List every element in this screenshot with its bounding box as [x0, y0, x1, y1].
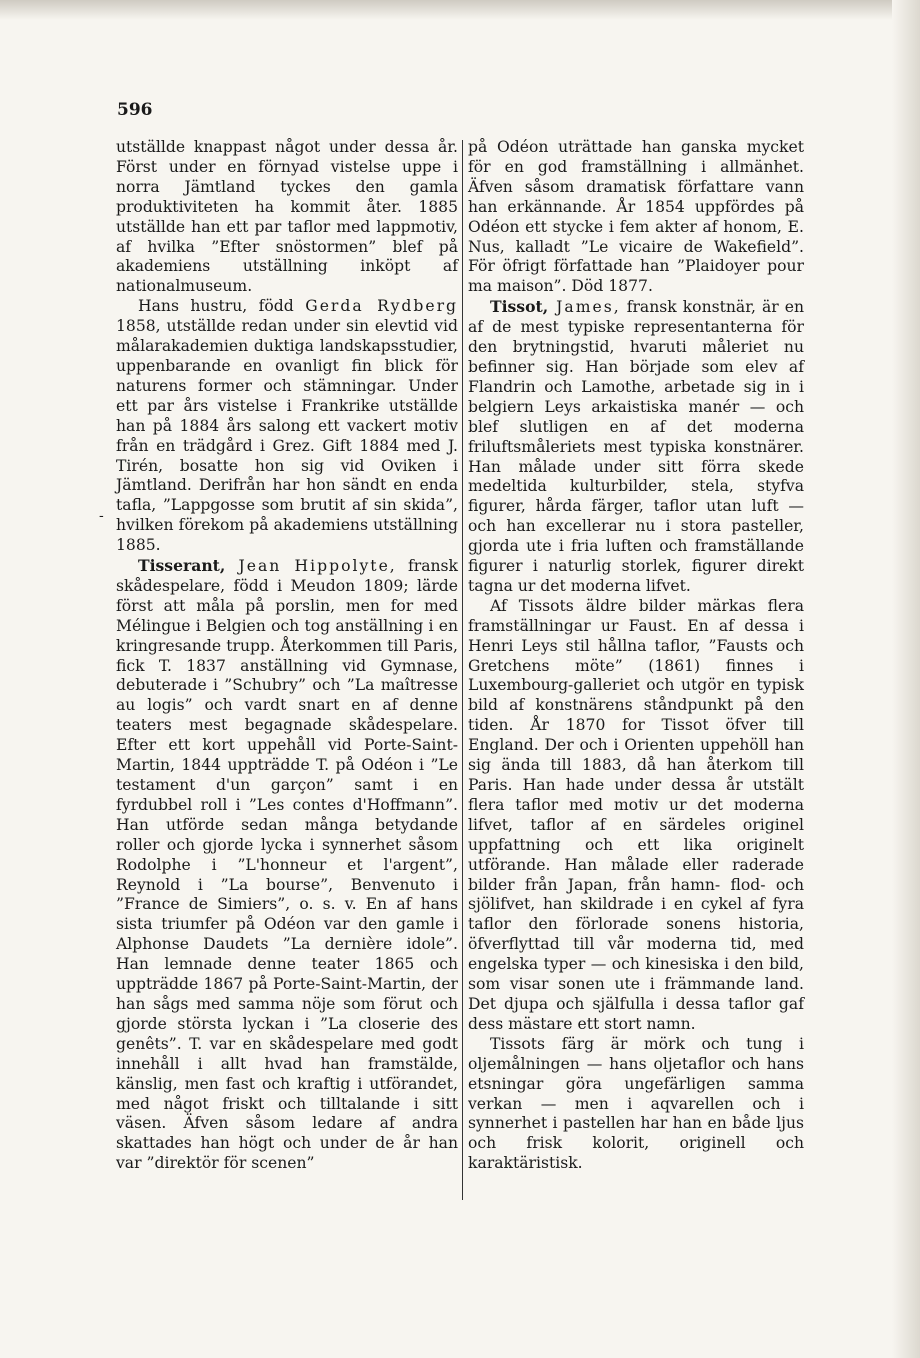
page-number: 596 — [117, 100, 153, 120]
entry-headword: Tissot, — [490, 297, 549, 317]
left-column — [116, 138, 458, 1174]
person-name: Gerda Rydberg — [305, 297, 459, 316]
entry-headword: Tisserant, — [138, 556, 226, 576]
paragraph-continued: på Odéon uträttade han ganska mycket för en god framställning i allmänhet. Äfven såsom dramatisk författare vann han erkännande. År 1854 uppfördes på Odéon ett stycke i fem akter af honom, E. Nus, kalladt ”Le vicaire de Wakefield”. För öfrigt författade han ”Plaidoyer pour ma maison”. Död 1877. — [468, 138, 804, 296]
paragraph-works: Af Tissots äldre bilder märkas flera framställningar ur Faust. En af dessa i Henri Leys stil hållna taflor, ”Fausts och Gretchens möte” (1861) finnes i Luxembourg-galleriet och utgör en typisk bild af konstnärens ståndpunkt på den tiden. År 1870 for Tissot öfver till England. Der och i Orienten uppehöll han sig ända till 1883, då han återkom till Paris. Han hade under dessa år utstält flera taflor med motiv ur det moderna lifvet, taflor af en särdeles originel uppfattning och ett lika originelt utförande. Han målade eller raderade bilder från Japan, från hamn- flod- och sjölifvet, han skildrade i en cykel af fyra taflor den förlorade sonens historia, öfverflyttad till vår moderna tid, med engelska typer — och kinesiska i den bild, som visar sonen ute i främmande land. Det djupa och själfulla i dessa taflor gaf dess mästare ett stort namn. — [468, 596, 804, 1033]
right-column — [468, 138, 804, 1174]
entry-tisserant — [116, 556, 458, 1174]
entry-text: fransk konstnär, är en af de mest typiske representanterna för den brytningstid, hvaruti måleriet nu befinner sig. Han började som elev af Flandrin och Lamothe, arbetade sig in i belgiern Leys arkaistiska manér — och blef slutligen en af det moderna friluftsmåleriets mest typiska konstnärer. Han målade under sitt förra skede medeltida kulturbilder, stela, styfva figurer, hårda färger, taflor utan luft — och han excellerar nu i stora pasteller, gjorda ute i fria luften och framställande figurer i naturlig storlek, figurer direkt tagna ur det moderna lifvet. — [468, 298, 804, 595]
column-rule — [462, 140, 463, 1200]
entry-given-names: James, — [548, 298, 621, 317]
entry-text: fransk skådespelare, född i Meudon 1809; lärde först att måla på porslin, men for med Mélingue i Belgien och tog anställning i en kringresande trupp. Återkommen till Paris, fick T. 1837 anställning vid Gymnase, debuterade i ”Schubry” och ”La maîtresse au logis” och vardt snart en af denne teaters mest begagnade skådespelare. Efter ett kort uppehåll vid Porte-Saint-Martin, 1844 uppträdde T. på Odéon i ”Le testament d'un garçon” samt i en fyrdubbel roll i ”Les contes d'Hoffmann”. Han utförde sedan många betydande roller och gjorde lycka i synnerhet såsom Rodolphe i ”L'honneur et l'argent”, Reynold i ”La bourse”, Benvenuto i ”France de Simiers”, o. s. v. En af hans sista triumfer på Odéon var den gamle i Alphonse Daudets ”La dernière idole”. Han lemnade denne teater 1865 och uppträdde 1867 på Porte-Saint-Martin, der han sågs med samma nöje som förut och gjorde största lyckan i ”La closerie des genêts”. T. var en skådespelare med godt innehåll i allt hvad han framstälde, känslig, men fast och kraftig i utförandet, med något friskt och tilltalande i sitt väsen. Äfven såsom ledare af andra skattades han högt och under de år han var ”direktör för scenen” — [116, 557, 458, 1173]
paragraph-gerda-rydberg — [116, 297, 458, 556]
paragraph-colour: Tissots färg är mörk och tung i oljemålningen — hans oljetaflor och hans etsningar göra ungefärligen samma verkan — men i aqvarellen och i synnerhet i pastellen har han en både ljus och frisk kolorit, originell och karaktäristisk. — [468, 1034, 804, 1173]
page-top-edge — [0, 0, 920, 20]
paragraph-text: Hans hustru, född — [138, 297, 306, 316]
entry-tissot — [468, 297, 804, 597]
paragraph-text: 1858, utställde redan under sin elevtid vid målarakademien duktiga landskapsstudier, uppenbarande en ovanligt fin blick för naturens former och stämningar. Under ett par års vistelse i Frankrike utställde han på 1884 års salong ett vackert motiv från en trädgård i Grez. Gift 1884 med J. Tirén, bosatte hon sig vid Oviken i Jämtland. Derifrån har hon sändt en enda tafla, ”Lappgosse som brutit af sin skida”, hvilken förekom på akademiens utställning 1885. — [116, 317, 458, 555]
paragraph-continued: utställde knappast något under dessa år. Först under en förnyad vistelse uppe i norra Jämtland tyckes den gamla produktiviteten ha kommit åter. 1885 utställde han ett par taflor med lappmotiv, af hvilka ”Efter snöstormen” blef på akademiens utställning inköpt af nationalmuseum. — [116, 138, 458, 296]
margin-mark: - — [99, 508, 104, 524]
page-right-edge — [892, 0, 920, 1358]
entry-given-names: Jean Hippolyte, — [225, 557, 397, 576]
